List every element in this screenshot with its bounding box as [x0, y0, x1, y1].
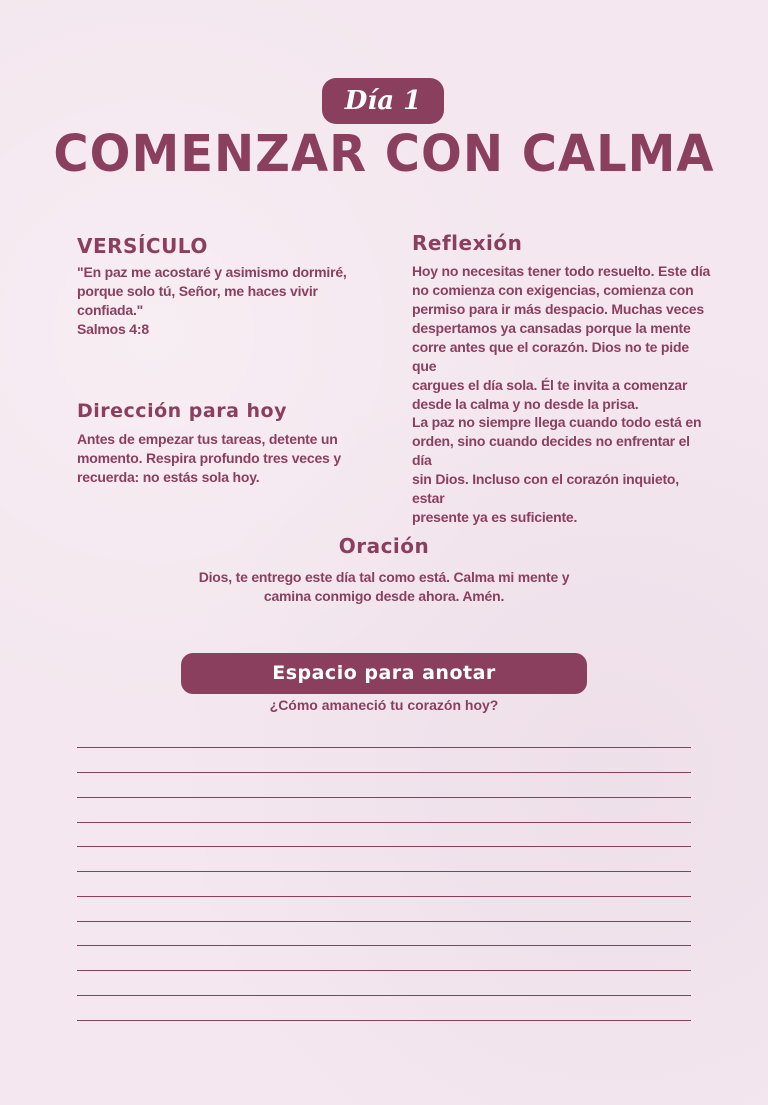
writing-line[interactable] [77, 797, 691, 798]
oracion-text: Dios, te entrego este día tal como está. Calma mi mente y camina conmigo desde ahora. Amén. [198, 569, 570, 604]
notes-prompt: ¿Cómo amaneció tu corazón hoy? [269, 697, 499, 713]
writing-line[interactable] [77, 970, 691, 971]
direccion-text: Antes de empezar tus tareas, detente un momento. Respira profundo tres veces y recuerda: no estás sola hoy. [77, 431, 341, 485]
reflexion-paragraph-1: Hoy no necesitas tener todo resuelto. Este día no comienza con exigencias, comienza con permiso para ir más despacio. Muchas veces despertamos ya cansadas porque la mente corre antes que el corazón. Dios no te pide que cargues el día sola. Él te invita a comenzar desde la calma y no desde la prisa. [412, 263, 711, 412]
writing-line[interactable] [77, 995, 691, 996]
writing-line[interactable] [77, 896, 691, 897]
page-title: COMENZAR CON CALMA [53, 124, 715, 184]
writing-line[interactable] [77, 871, 691, 872]
writing-line[interactable] [77, 747, 691, 748]
direccion-heading: Dirección para hoy [77, 400, 287, 422]
versiculo-text: "En paz me acostaré y asimismo dormiré, porque solo tú, Señor, me haces vivir confiada." Salmos 4:8 [77, 264, 347, 337]
notes-heading-bar: Espacio para anotar [181, 653, 587, 694]
writing-line[interactable] [77, 846, 691, 847]
day-badge: Día 1 [322, 78, 444, 124]
writing-line[interactable] [77, 921, 691, 922]
reflexion-heading: Reflexión [412, 231, 523, 255]
writing-line[interactable] [77, 772, 691, 773]
writing-line[interactable] [77, 822, 691, 823]
writing-line[interactable] [77, 1020, 691, 1021]
versiculo-heading: VERSÍCULO [77, 234, 208, 258]
writing-line[interactable] [77, 945, 691, 946]
reflexion-paragraph-2: La paz no siempre llega cuando todo está en orden, sino cuando decides no enfrentar el día sin Dios. Incluso con el corazón inquieto, estar presente ya es suficiente. [412, 414, 702, 525]
oracion-heading: Oración [338, 534, 430, 558]
